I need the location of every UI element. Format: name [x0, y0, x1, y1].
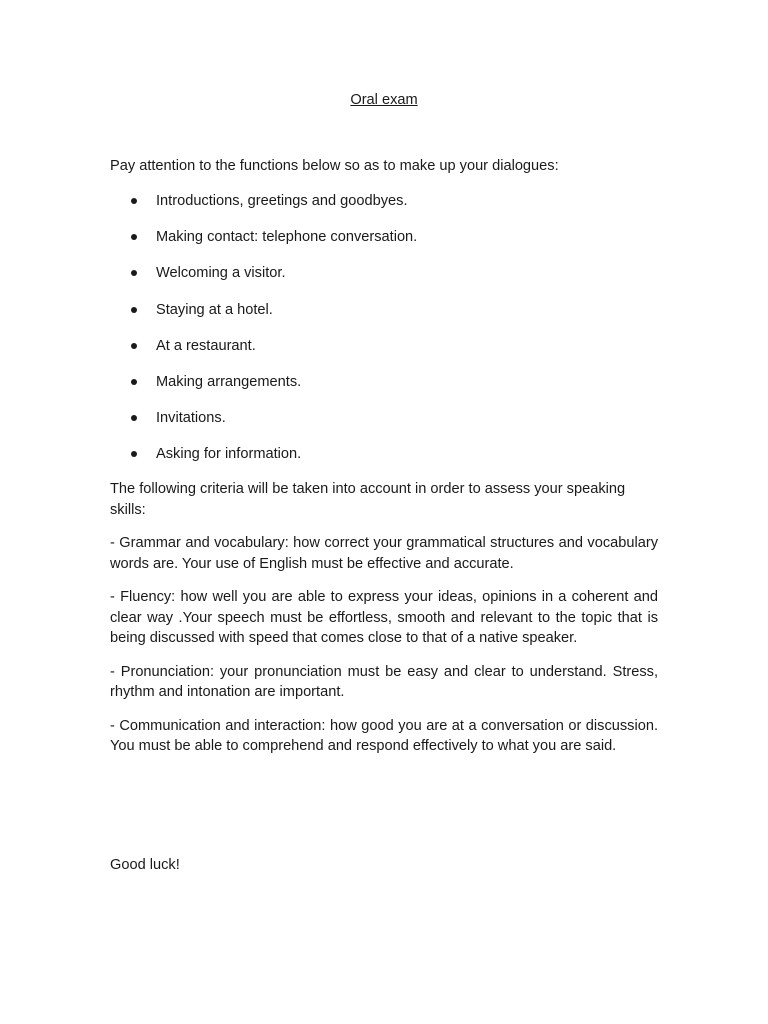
- criterion-communication: - Communication and interaction: how good you are at a conversation or discussion. You must be able to comprehend and respond effectively to what you are said.: [110, 717, 658, 754]
- bullet-icon: [131, 270, 137, 276]
- functions-list: [110, 191, 417, 481]
- page-title: Oral exam: [350, 92, 418, 108]
- bullet-icon: [131, 451, 137, 457]
- bullet-icon: [131, 198, 137, 204]
- bullet-icon: [131, 307, 137, 313]
- bullet-icon: [131, 234, 137, 240]
- list-item: [110, 191, 417, 227]
- criterion-pronunciation: - Pronunciation: your pronunciation must be easy and clear to understand. Stress, rhythm and intonation are important.: [110, 663, 658, 700]
- criteria-intro: The following criteria will be taken into account in order to assess your speaking skills:: [110, 481, 626, 518]
- list-item-text: Making arrangements.: [156, 373, 302, 390]
- intro-text: Pay attention to the functions below so as to make up your dialogues:: [110, 158, 559, 174]
- list-item-text: Asking for information.: [156, 446, 302, 463]
- list-item-text: Introductions, greetings and goodbyes.: [156, 193, 408, 209]
- criterion-fluency: - Fluency: how well you are able to express your ideas, opinions in a coherent and clear way .Your speech must be effortless, smooth and relevant to the topic that is being discussed with speed that comes close to that of a native speaker.: [110, 589, 658, 646]
- list-item-text: At a restaurant.: [156, 337, 256, 354]
- list-item: [110, 336, 417, 372]
- list-item: [110, 263, 417, 299]
- criteria-section: [110, 479, 658, 770]
- list-item-text: Welcoming a visitor.: [156, 265, 286, 282]
- list-item: [110, 227, 417, 263]
- criterion-grammar: - Grammar and vocabulary: how correct your grammatical structures and vocabulary words are. Your use of English must be effective and accurate.: [110, 535, 658, 572]
- bullet-icon: [131, 415, 137, 421]
- list-item-text: Staying at a hotel.: [156, 301, 273, 318]
- list-item-text: Making contact: telephone conversation.: [156, 229, 418, 246]
- closing-text: Good luck!: [110, 857, 180, 873]
- list-item: [110, 300, 417, 336]
- bullet-icon: [131, 343, 137, 349]
- list-item-text: Invitations.: [156, 410, 226, 427]
- list-item: [110, 372, 417, 408]
- list-item: [110, 444, 417, 480]
- bullet-icon: [131, 379, 137, 385]
- list-item: [110, 408, 417, 444]
